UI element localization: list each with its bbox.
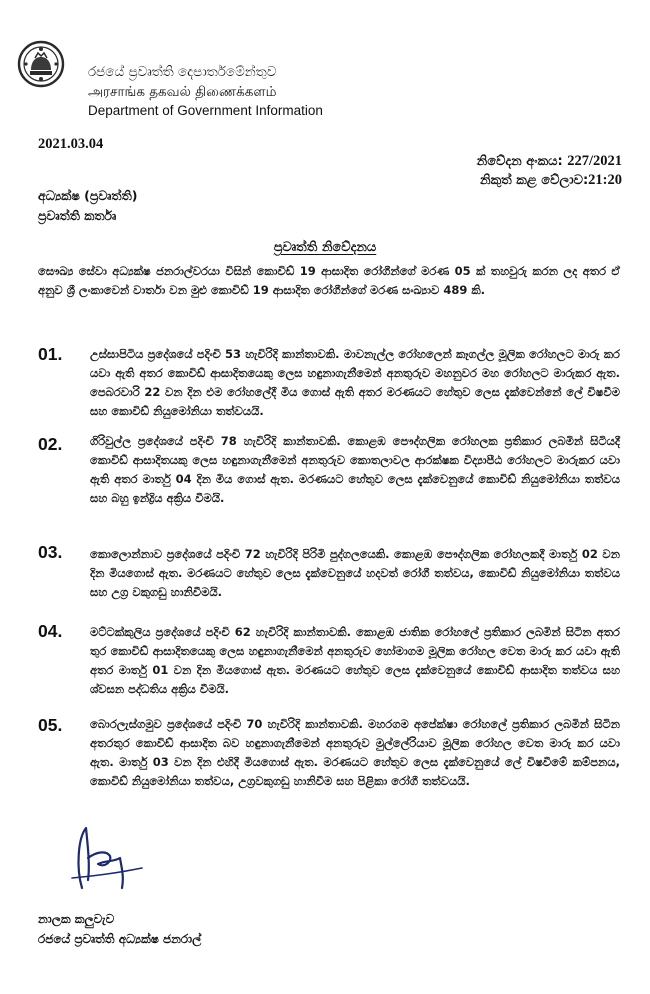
release-time	[480, 172, 622, 189]
release-number	[477, 153, 622, 170]
addressee-editor: ප්‍රවෘත්ති කර්තෘ	[38, 208, 117, 223]
signatory-name: නාලක කලුවැව	[38, 912, 115, 926]
release-number-label: නිවේදන අංකය:	[476, 154, 563, 169]
release-date: 2021.03.04	[38, 136, 104, 152]
dept-name-english: Department of Government Information	[88, 103, 323, 118]
handwritten-signature-icon	[62, 818, 162, 898]
dept-name-tamil: அரசாங்க தகவல் திணைக்களம்	[88, 84, 277, 100]
item-number: 03.	[38, 542, 63, 562]
item-text: මට්ටක්කුලිය ප්‍රදේශයේ පදිංචි 62 හැවිරිදි කාන්තාවකි. කොළඹ ජාතික රෝහලේ ප්‍රතිකාර ලබමින් සිටින අතර තුර කොවිඩ් ආසාදිතයෙකු ලෙස හඳුනාගැනීමෙන් අනතුරුව හෝමාගම මූලික රෝහල වෙත මාරු කර යවා ඇති අතර මාර්තු 01 වන දින මියගොස් ඇත. මරණයට හේතුව ලෙස දැක්වෙනුයේ කොවිඩ් ආසාදිත තත්වය සහ ශ්වසන පද්ධතිය අක්‍රිය වීමයි.	[90, 625, 620, 696]
addressee-director: අධ්‍යක්ෂ (ප්‍රවෘත්ති)	[38, 188, 138, 203]
sri-lanka-emblem-icon	[17, 40, 65, 88]
item-text: ගිරිවුල්ල ප්‍රදේශයේ පදිංචි 78 හැවිරිදි කාන්තාවකි. කොළඹ පෞද්ගලික රෝහලක ප්‍රතිකාර ලබමින් සිටියදී කොවිඩ් ආසාදිතයකු ලෙස හඳුනාගැනීමෙන් අනතුරුව කොතලාවල ආරක්ෂක විද්‍යාපීඨ රෝහලට මාරුකර යවා ඇති අතර මාර්තු 04 දින මිය ගොස් ඇත. මරණයට හේතුව ලෙස දැක්වෙනුයේ කොවිඩ් නියුමෝනියා තත්වය සහ බහු ඉන්ද්‍රිය අක්‍රිය වීමයි.	[90, 434, 620, 505]
item-text: බොරලැස්ගමුව ප්‍රදේශයේ පදිංචි 70 හැවිරිදි කාන්තාවකි. මහරගම අපේක්ෂා රෝහලේ ප්‍රතිකාර ලබමින් සිටින අතරතුර කොවිඩ් ආසාදිත බව හඳුනාගැනීමෙන් අනතුරුව මුල්ලේරියාව මූලික රෝහල වෙත මාරු කර යවා ඇත. මාර්තු 03 වන දින එහිදී මියගොස් ඇත. මරණයට හේතුව ලෙස දැක්වෙනුයේ ලේ විෂවීමේ කම්පනය, කොවිඩ් නියුමෝනියා තත්වය, උග්‍රවකුගඩු හානිවීම සහ පිළිකා රෝගී තත්වයයි.	[90, 717, 620, 788]
item-number: 04.	[38, 621, 63, 641]
item-number: 02.	[38, 434, 63, 454]
item-number: 01.	[38, 344, 63, 364]
release-number-value: 227/2021	[567, 153, 622, 169]
intro-paragraph: සෞඛ්‍ය සේවා අධ්‍යක්ෂ ජනරාල්වරයා විසින් කොවිඩ් 19 ආසාදිත රෝගීන්ගේ මරණ 05 ක් තහවුරු කරන ලද අතර ඒ අනුව ශ්‍රී ලංකාවෙන් වාර්තා වන මුළු කොවිඩ් 19 ආසාදිත රෝගීන්ගේ මරණ සංඛ්‍යාව 489 කි.	[38, 264, 620, 297]
release-time-value: 21:20	[588, 172, 622, 188]
item-text: උස්සාපිටිය ප්‍රදේශයේ පදිංචි 53 හැවිරිදි කාන්තාවකි. මාවනැල්ල රෝහලෙන් කෑගල්ල මූලික රෝහලට මාරු කර යවා ඇති අතර කොවිඩ් ආසාදිතයෙකු ලෙස හඳුනාගැනීමෙන් අනතුරුව මහනුවර මහ රෝහලට මාරුකර ඇත. පෙබරවාරි 22 වන දින එම රෝහලේදී මිය ගොස් ඇති අතර මරණයට හේතුව ලෙස දැක්වෙන්නේ ලේ විෂවීම සහ කොවිඩ් නියුමෝනියා තත්වයයි.	[90, 347, 620, 418]
item-text: කොලොන්නාව ප්‍රදේශයේ පදිංචි 72 හැවිරිදි පිරිමි පුද්ගලයෙකි. කොළඹ පෞද්ගලික රෝහලකදී මාර්තු 02 වන දින මියගොස් ඇත. මරණයට හේතුව ලෙස දැක්වෙනුයේ හදවත් රෝගී තත්වය, කොවිඩ් නියුමෝනියා තත්වය සහ උග්‍ර වකුගඩු හානිවීමයි.	[90, 547, 620, 599]
release-time-label: නිකුත් කළ වේලාව:	[480, 173, 589, 188]
page-title	[0, 240, 650, 255]
dept-name-sinhala: රජයේ ප්‍රවෘත්ති දෙපාර්තමේන්තුව	[88, 64, 277, 80]
item-number: 05.	[38, 715, 63, 735]
page-title-text: ප්‍රවෘත්ති නිවේදනය	[273, 240, 377, 255]
signatory-designation: රජයේ ප්‍රවෘත්ති අධ්‍යක්ෂ ජනරාල්	[38, 932, 202, 946]
